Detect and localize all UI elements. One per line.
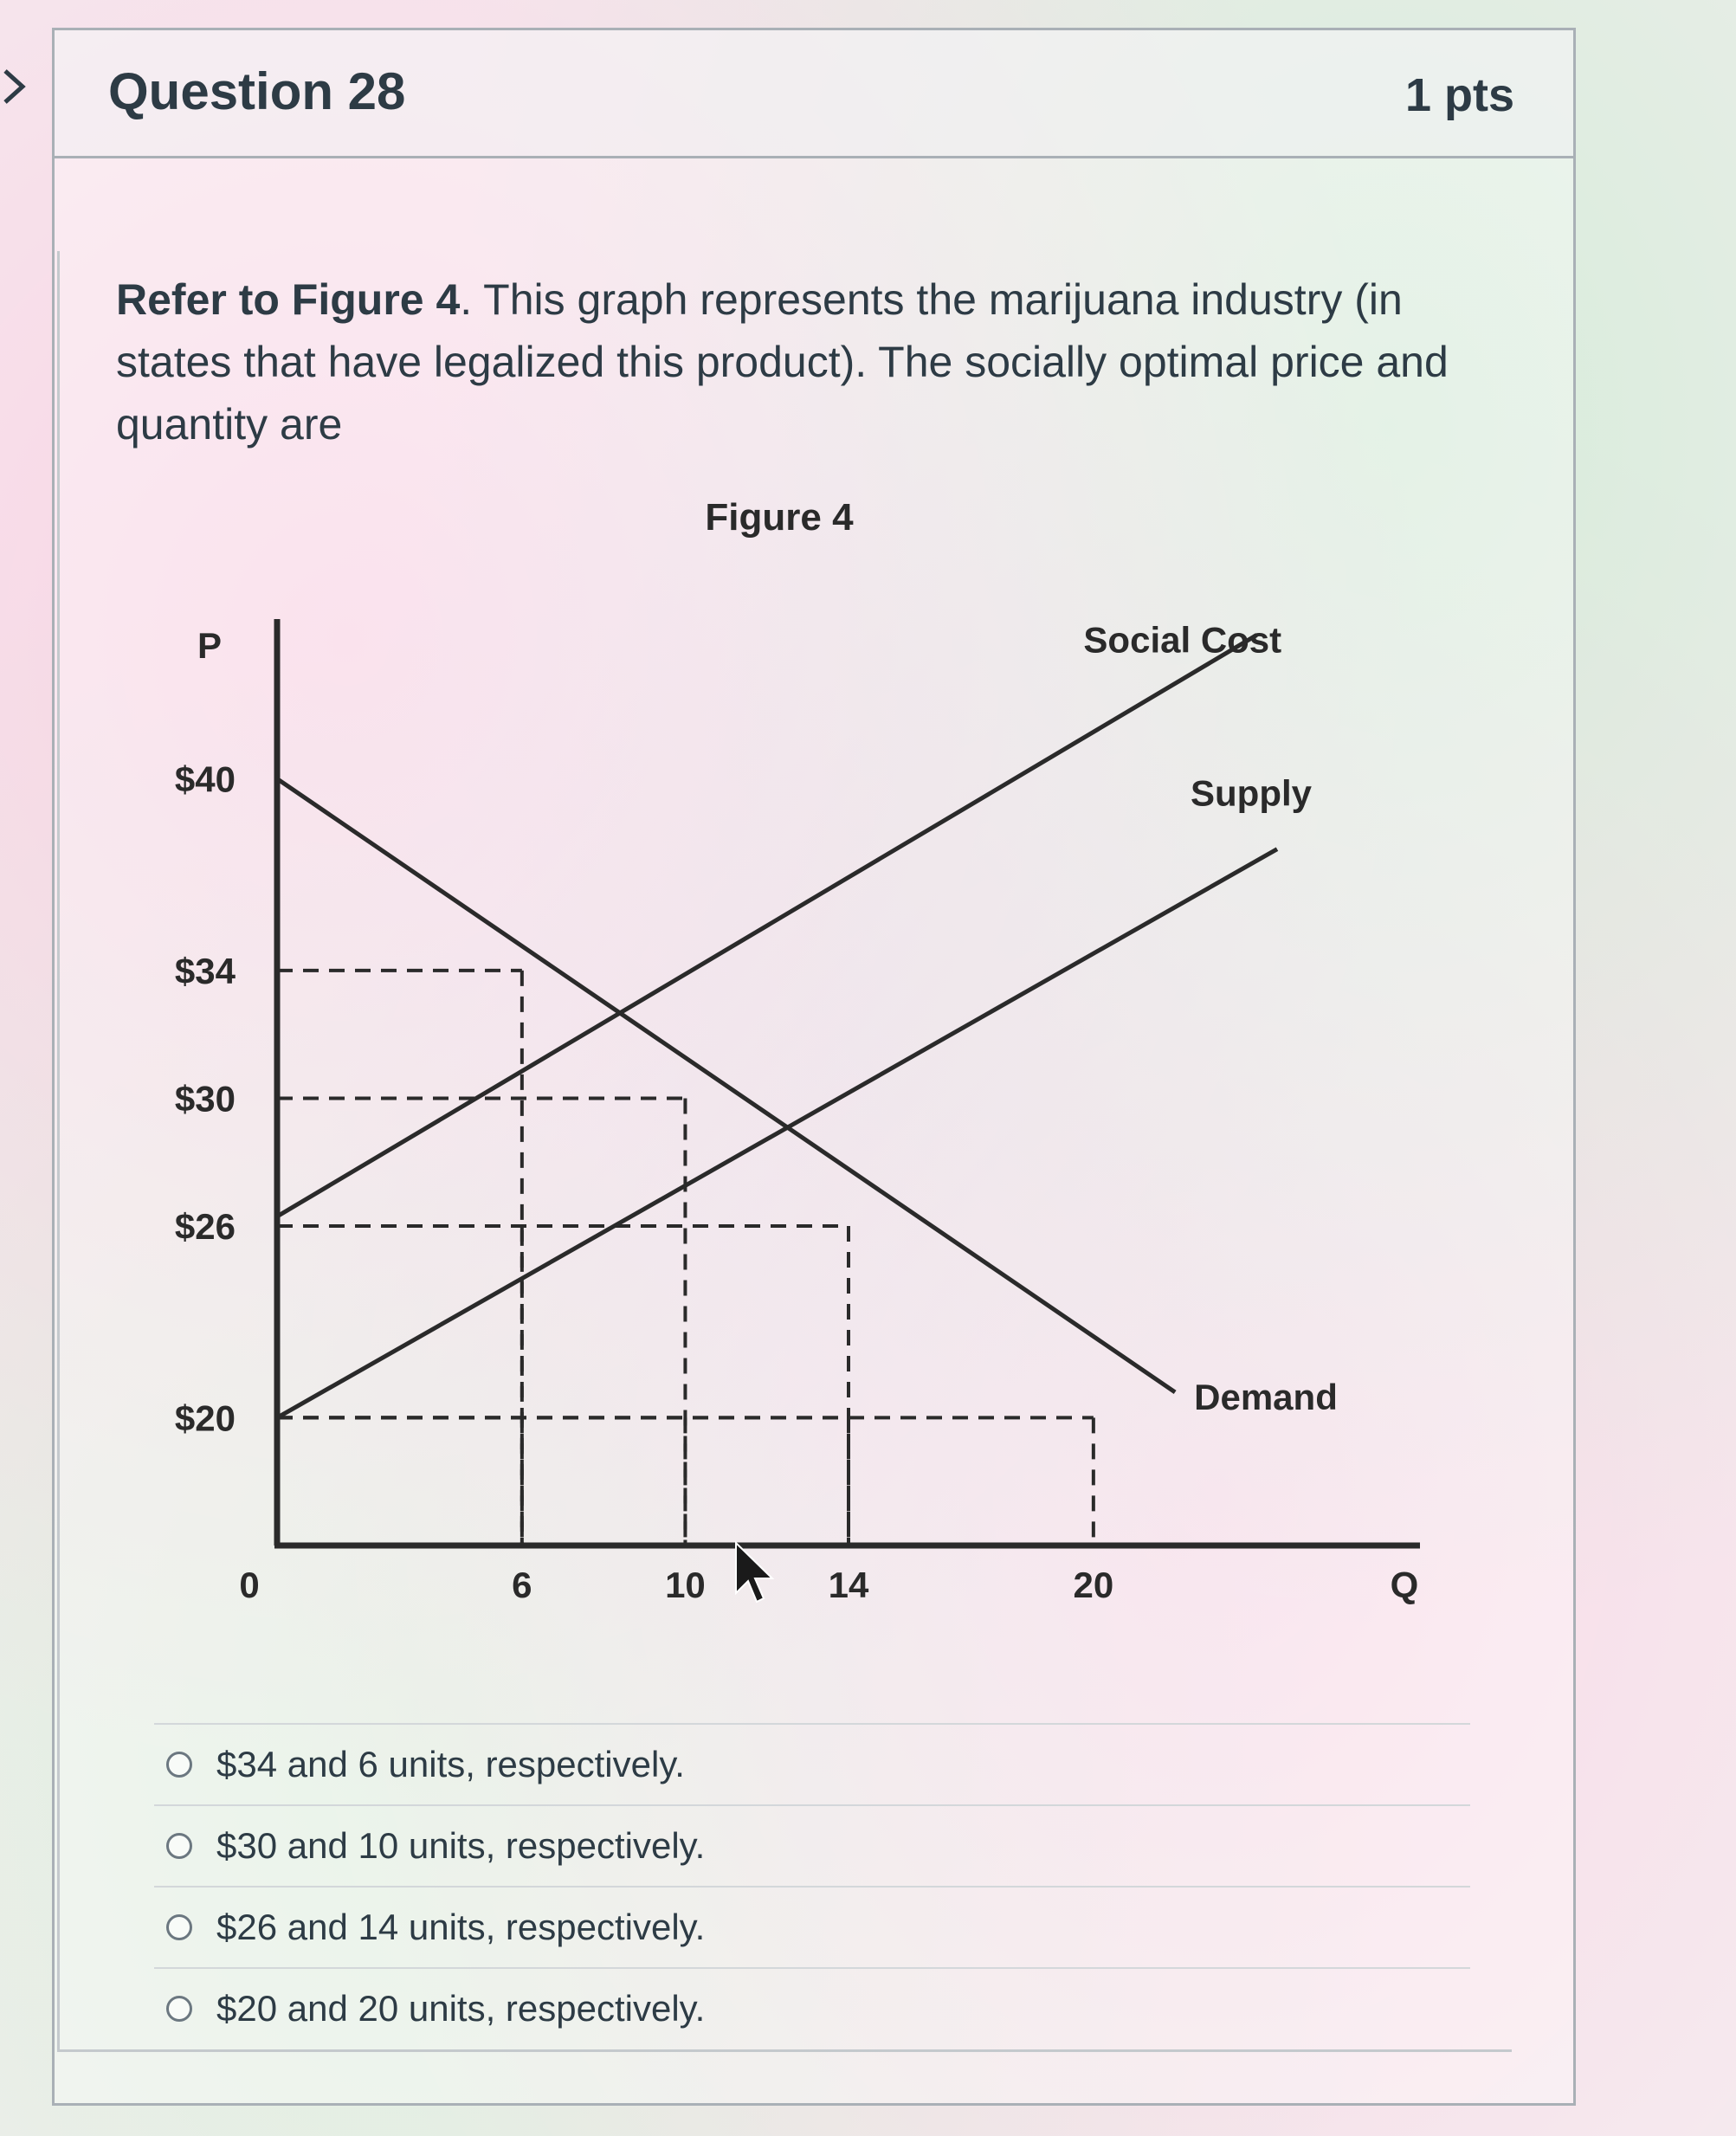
y-tick-label: $26 — [174, 1206, 236, 1248]
demand-line — [277, 778, 1175, 1391]
question-header — [55, 30, 1573, 158]
question-prompt — [116, 268, 1519, 455]
y-tick-label: $40 — [174, 758, 236, 800]
answer-label: $20 and 20 units, respectively. — [216, 1988, 706, 2029]
y-axis-label: P — [197, 625, 223, 666]
prompt-text: . This graph represents the marijuana industry (in states that have legalized this product). The socially optimal price and quantity are — [116, 275, 1449, 448]
answer-option[interactable] — [154, 1886, 1470, 1967]
supply-label: Supply — [1191, 772, 1313, 814]
x-tick-labels — [239, 1565, 1113, 1605]
question-title: Question 28 — [108, 62, 406, 120]
x-tick-label: 10 — [665, 1565, 706, 1605]
question-points: 1 pts — [1404, 69, 1514, 121]
x-tick-label: 14 — [828, 1565, 869, 1605]
answer-label: $26 and 14 units, respectively. — [216, 1907, 706, 1947]
social-cost-label: Social Cost — [1083, 619, 1282, 661]
chart-title: Figure 4 — [705, 496, 854, 539]
radio-button[interactable] — [166, 1996, 192, 2022]
mouse-cursor-icon — [736, 1543, 772, 1602]
demand-label: Demand — [1194, 1376, 1338, 1417]
answer-label: $34 and 6 units, respectively. — [216, 1744, 685, 1784]
chevron-right-icon[interactable] — [0, 61, 35, 113]
x-tick-label: 20 — [1073, 1565, 1114, 1605]
answer-option[interactable] — [154, 1804, 1470, 1886]
figure-chart — [104, 485, 1489, 1636]
y-tick-label: $30 — [174, 1078, 236, 1120]
radio-button[interactable] — [166, 1752, 192, 1778]
x-tick-label: 6 — [512, 1565, 532, 1605]
figure-4 — [104, 485, 1489, 1636]
answer-option[interactable] — [154, 1967, 1470, 2049]
radio-button[interactable] — [166, 1914, 192, 1940]
series-labels — [1083, 619, 1337, 1416]
y-tick-label: $20 — [174, 1397, 236, 1439]
answer-label: $30 and 10 units, respectively. — [216, 1825, 706, 1866]
x-axis-label: Q — [1390, 1565, 1419, 1605]
social-cost-line — [277, 635, 1256, 1216]
x-tick-label: 0 — [239, 1565, 260, 1605]
y-tick-labels — [175, 758, 236, 1438]
supply-line — [277, 849, 1277, 1418]
figure-reference: Refer to Figure 4 — [116, 275, 461, 324]
radio-button[interactable] — [166, 1833, 192, 1859]
chart-series — [277, 635, 1277, 1417]
answer-option[interactable] — [154, 1723, 1470, 1804]
y-tick-label: $34 — [174, 950, 236, 991]
answer-list — [154, 1723, 1470, 2049]
